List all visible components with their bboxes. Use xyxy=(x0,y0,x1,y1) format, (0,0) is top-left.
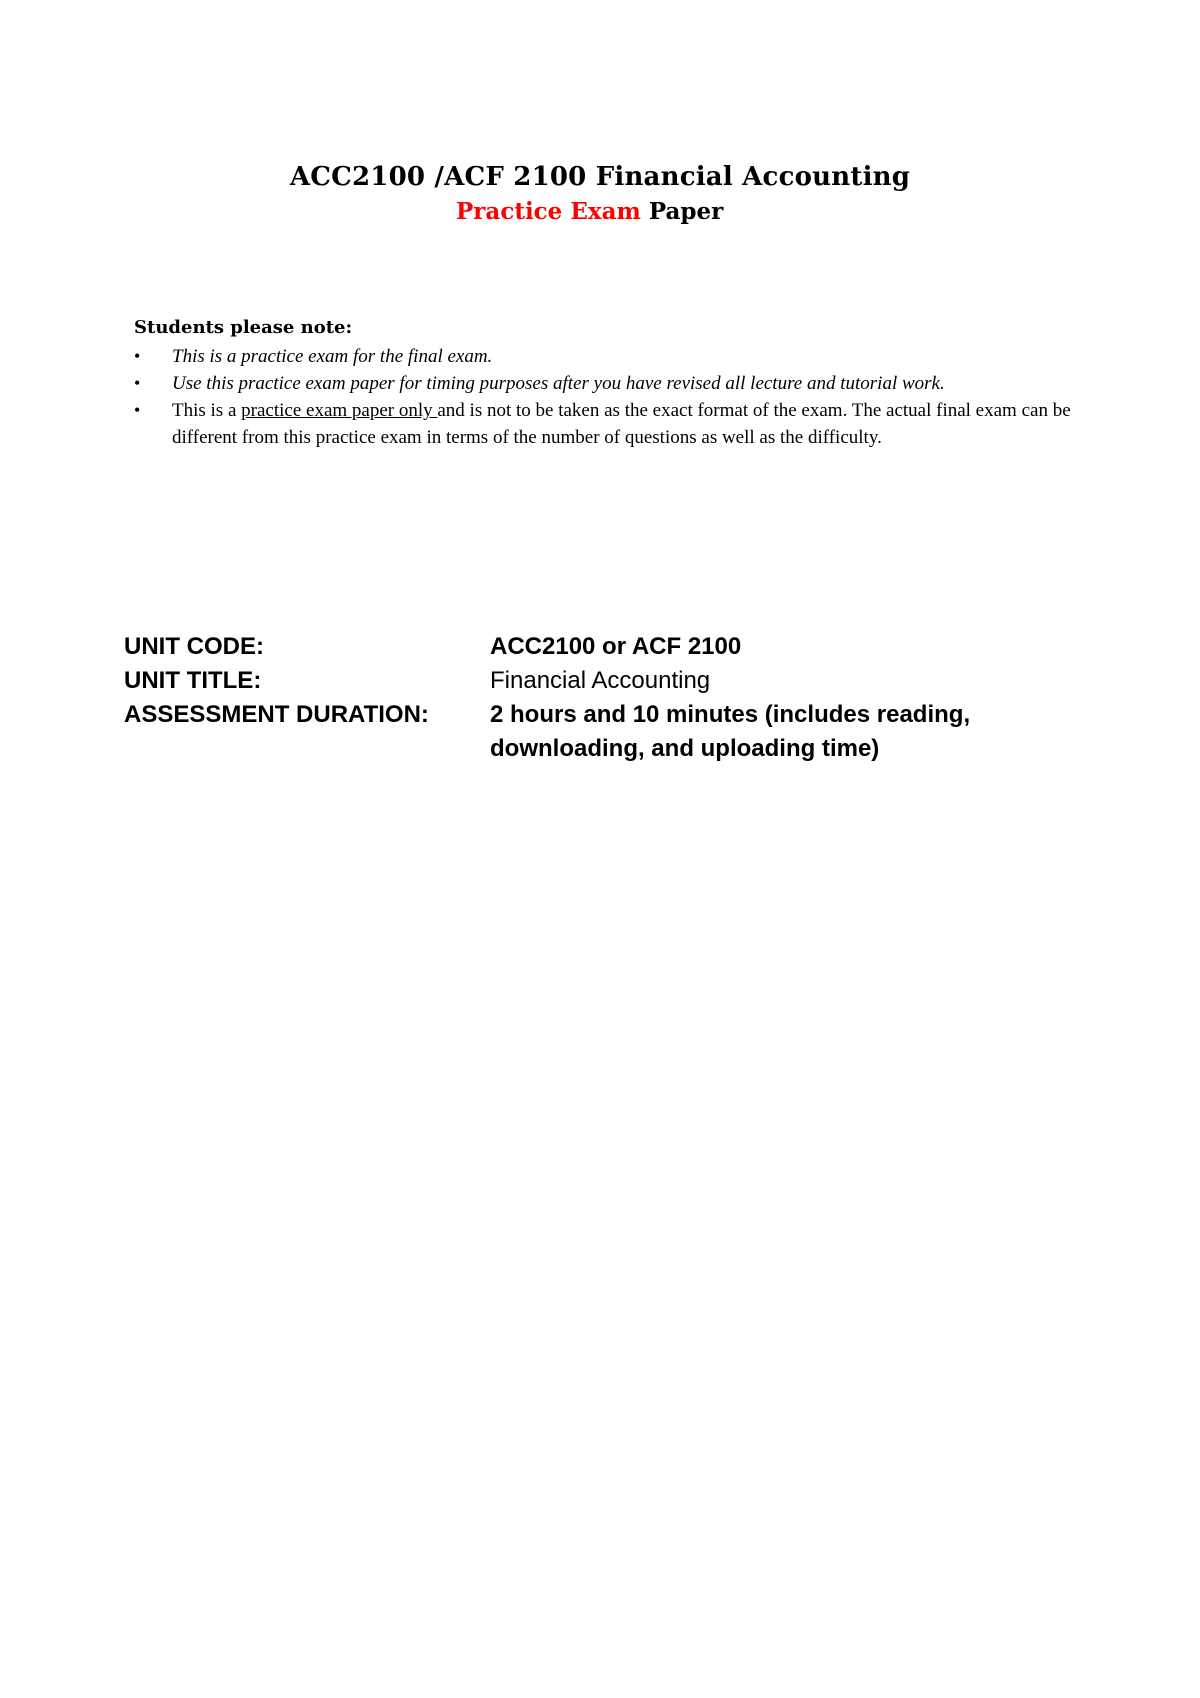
subtitle-paper: Paper xyxy=(648,198,724,225)
unit-code-value: ACC2100 or ACF 2100 xyxy=(490,633,742,660)
unit-title-row xyxy=(124,664,1050,698)
exam-title: ACC2100 /ACF 2100 Financial Accounting xyxy=(289,162,911,192)
note-text-3 xyxy=(172,400,1071,448)
student-notes xyxy=(134,314,1074,451)
unit-title-value: Financial Accounting xyxy=(490,667,711,694)
note-text-3-end: and is not to be taken as the exact format of the exam. The actual final exam can be different from this practice exam in terms of the number of questions as well as the difficulty. xyxy=(172,400,1071,448)
assessment-duration-value: 2 hours and 10 minutes (includes reading, downloading, and uploading time) xyxy=(490,701,971,762)
note-text-2: Use this practice exam paper for timing purposes after you have revised all lecture and tutorial work. xyxy=(172,373,945,394)
unit-title-label: UNIT TITLE: xyxy=(124,667,262,694)
exam-subtitle xyxy=(456,198,723,225)
list-item xyxy=(134,370,1074,397)
list-item xyxy=(134,397,1074,451)
note-text-3-underlined: practice exam paper only xyxy=(241,400,438,421)
unit-code-label: UNIT CODE: xyxy=(124,633,264,660)
bullet-icon: • xyxy=(134,346,141,366)
notes-list xyxy=(134,343,1074,451)
bullet-icon: • xyxy=(134,400,141,420)
subtitle-practice-exam: Practice Exam xyxy=(456,198,641,225)
note-text-3-start: This is a xyxy=(172,400,242,421)
assessment-duration-label: ASSESSMENT DURATION: xyxy=(124,701,429,728)
notes-heading: Students please note: xyxy=(134,317,353,338)
unit-code-row xyxy=(124,630,1050,664)
bullet-icon: • xyxy=(134,373,141,393)
list-item xyxy=(134,343,1074,370)
unit-info-block xyxy=(124,630,1050,766)
note-text-1: This is a practice exam for the final exam. xyxy=(172,346,493,367)
assessment-duration-row xyxy=(124,698,1050,766)
